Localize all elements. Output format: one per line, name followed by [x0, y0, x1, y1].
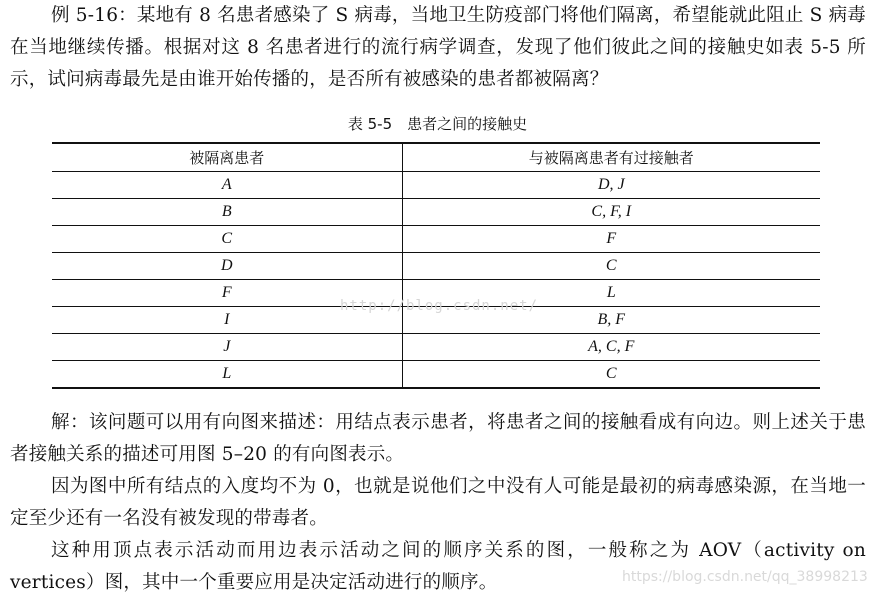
- table-row: [52, 226, 820, 253]
- watermark-center: http://blog.csdn.net/: [340, 298, 539, 314]
- contacts-cell: C, F, I: [402, 199, 820, 226]
- contacts-cell: L: [402, 280, 820, 307]
- watermark-corner: https://blog.csdn.net/qq_38998213: [622, 569, 868, 585]
- contacts-cell: D, J: [402, 172, 820, 199]
- table-header-row: [52, 143, 820, 172]
- patient-cell: C: [52, 226, 402, 253]
- solution-paragraph-1: 解：该问题可以用有向图来描述：用结点表示患者，将患者之间的接触看成有向边。则上述关于患者接触关系的描述可用图 5–20 的有向图表示。: [10, 412, 866, 465]
- patient-cell: I: [52, 307, 402, 334]
- patient-cell: J: [52, 334, 402, 361]
- patient-cell: D: [52, 253, 402, 280]
- table-row: [52, 199, 820, 226]
- patient-cell: B: [52, 199, 402, 226]
- table-row: [52, 334, 820, 361]
- contacts-cell: B, F: [402, 307, 820, 334]
- intro-paragraph: 例 5-16：某地有 8 名患者感染了 S 病毒，当地卫生防疫部门将他们隔离，希望能就此阻止 S 病毒在当地继续传播。根据对这 8 名患者进行的流行病学调查，发现了他们彼此之间的接触史如表 5-5 所示，试问病毒最先是由谁开始传播的，是否所有被感染的患者都被隔离？: [10, 5, 866, 90]
- table-caption: 表 5-5 患者之间的接触史: [347, 115, 528, 133]
- contacts-cell: C: [402, 253, 820, 280]
- contact-history-table: [52, 142, 820, 389]
- header-patient: 被隔离患者: [52, 143, 402, 172]
- patient-cell: F: [52, 280, 402, 307]
- contacts-cell: A, C, F: [402, 334, 820, 361]
- patient-cell: A: [52, 172, 402, 199]
- table-row: [52, 253, 820, 280]
- contacts-cell: C: [402, 361, 820, 389]
- solution-paragraph-3: 这种用顶点表示活动而用边表示活动之间的顺序关系的图，一般称之为 AOV（activity on vertices）图，其中一个重要应用是决定活动进行的顺序。: [10, 540, 866, 593]
- table-row: [52, 361, 820, 389]
- table-row: [52, 172, 820, 199]
- contacts-cell: F: [402, 226, 820, 253]
- header-contacts: 与被隔离患者有过接触者: [402, 143, 820, 172]
- solution-paragraph-2: 因为图中所有结点的入度均不为 0，也就是说他们之中没有人可能是最初的病毒感染源，在当地一定至少还有一名没有被发现的带毒者。: [10, 476, 866, 529]
- patient-cell: L: [52, 361, 402, 389]
